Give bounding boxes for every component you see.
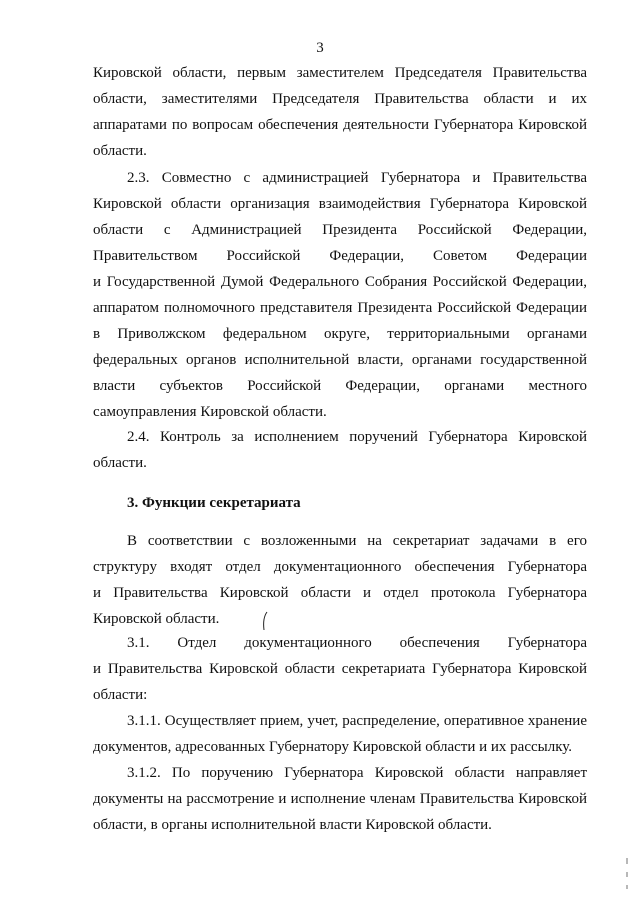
section-heading: 3. Функции секретариата bbox=[127, 495, 301, 511]
text-line: федеральных органов исполнительной власти, органами государственной bbox=[93, 352, 587, 368]
page-number: 3 bbox=[316, 40, 324, 56]
text-line: документов, адресованных Губернатору Кировской области и их рассылку. bbox=[93, 739, 573, 755]
paragraph-2-4 bbox=[93, 424, 587, 476]
text-line: аппаратами по вопросам обеспечения деятельности Губернатора Кировской bbox=[93, 117, 587, 133]
text-line: 3.1.1. Осуществляет прием, учет, распределение, оперативное хранение bbox=[127, 713, 587, 729]
text-line: 3.1.2. По поручению Губернатора Кировской области направляет bbox=[127, 765, 587, 781]
paragraph-continuation bbox=[93, 60, 587, 164]
text-line: 2.4. Контроль за исполнением поручений Губернатора Кировской bbox=[127, 429, 587, 445]
text-line: и Правительства Кировской области и отдел протокола Губернатора bbox=[93, 585, 587, 601]
text-line: области с Администрацией Президента Российской Федерации, bbox=[93, 222, 587, 238]
paragraph-3-1 bbox=[93, 630, 587, 708]
text-line: Правительством Российской Федерации, Советом Федерации bbox=[93, 248, 587, 264]
section-3-heading-block bbox=[93, 490, 587, 516]
text-line: Кировской области, первым заместителем Председателя Правительства bbox=[93, 65, 587, 81]
text-line: власти субъектов Российской Федерации, органами местного bbox=[93, 378, 587, 394]
scan-edge-mark bbox=[626, 872, 628, 877]
paragraph-2-3 bbox=[93, 165, 587, 425]
text-line: документы на рассмотрение и исполнение членам Правительства Кировской bbox=[93, 791, 587, 807]
paragraph-3-1-1 bbox=[93, 708, 587, 760]
pen-stroke-mark bbox=[258, 610, 272, 634]
text-line: 2.3. Совместно с администрацией Губернатора и Правительства bbox=[127, 170, 587, 186]
text-line: и Государственной Думой Федерального Собрания Российской Федерации, bbox=[93, 274, 587, 290]
paragraph-section-3-intro bbox=[93, 528, 587, 632]
text-line: Кировской области организация взаимодействия Губернатора Кировской bbox=[93, 196, 587, 212]
scan-edge-mark bbox=[626, 858, 628, 864]
text-line: области. bbox=[93, 455, 147, 471]
paragraph-3-1-2 bbox=[93, 760, 587, 838]
text-line: самоуправления Кировской области. bbox=[93, 404, 327, 420]
text-line: аппаратом полномочного представителя Президента Российской Федерации bbox=[93, 300, 587, 316]
text-line: области, в органы исполнительной власти Кировской области. bbox=[93, 817, 492, 833]
text-line: области, заместителями Председателя Правительства области и их bbox=[93, 91, 587, 107]
scan-edge-mark bbox=[626, 885, 628, 889]
text-line: структуру входят отдел документационного обеспечения Губернатора bbox=[93, 559, 587, 575]
text-line: В соответствии с возложенными на секретариат задачами в его bbox=[127, 533, 587, 549]
text-line: области: bbox=[93, 687, 148, 703]
text-line: в Приволжском федеральном округе, территориальными органами bbox=[93, 326, 587, 342]
text-line: области. bbox=[93, 143, 147, 159]
text-line: и Правительства Кировской области секретариата Губернатора Кировской bbox=[93, 661, 587, 677]
text-line: Кировской области. bbox=[93, 611, 220, 627]
text-line: 3.1. Отдел документационного обеспечения Губернатора bbox=[127, 635, 587, 651]
